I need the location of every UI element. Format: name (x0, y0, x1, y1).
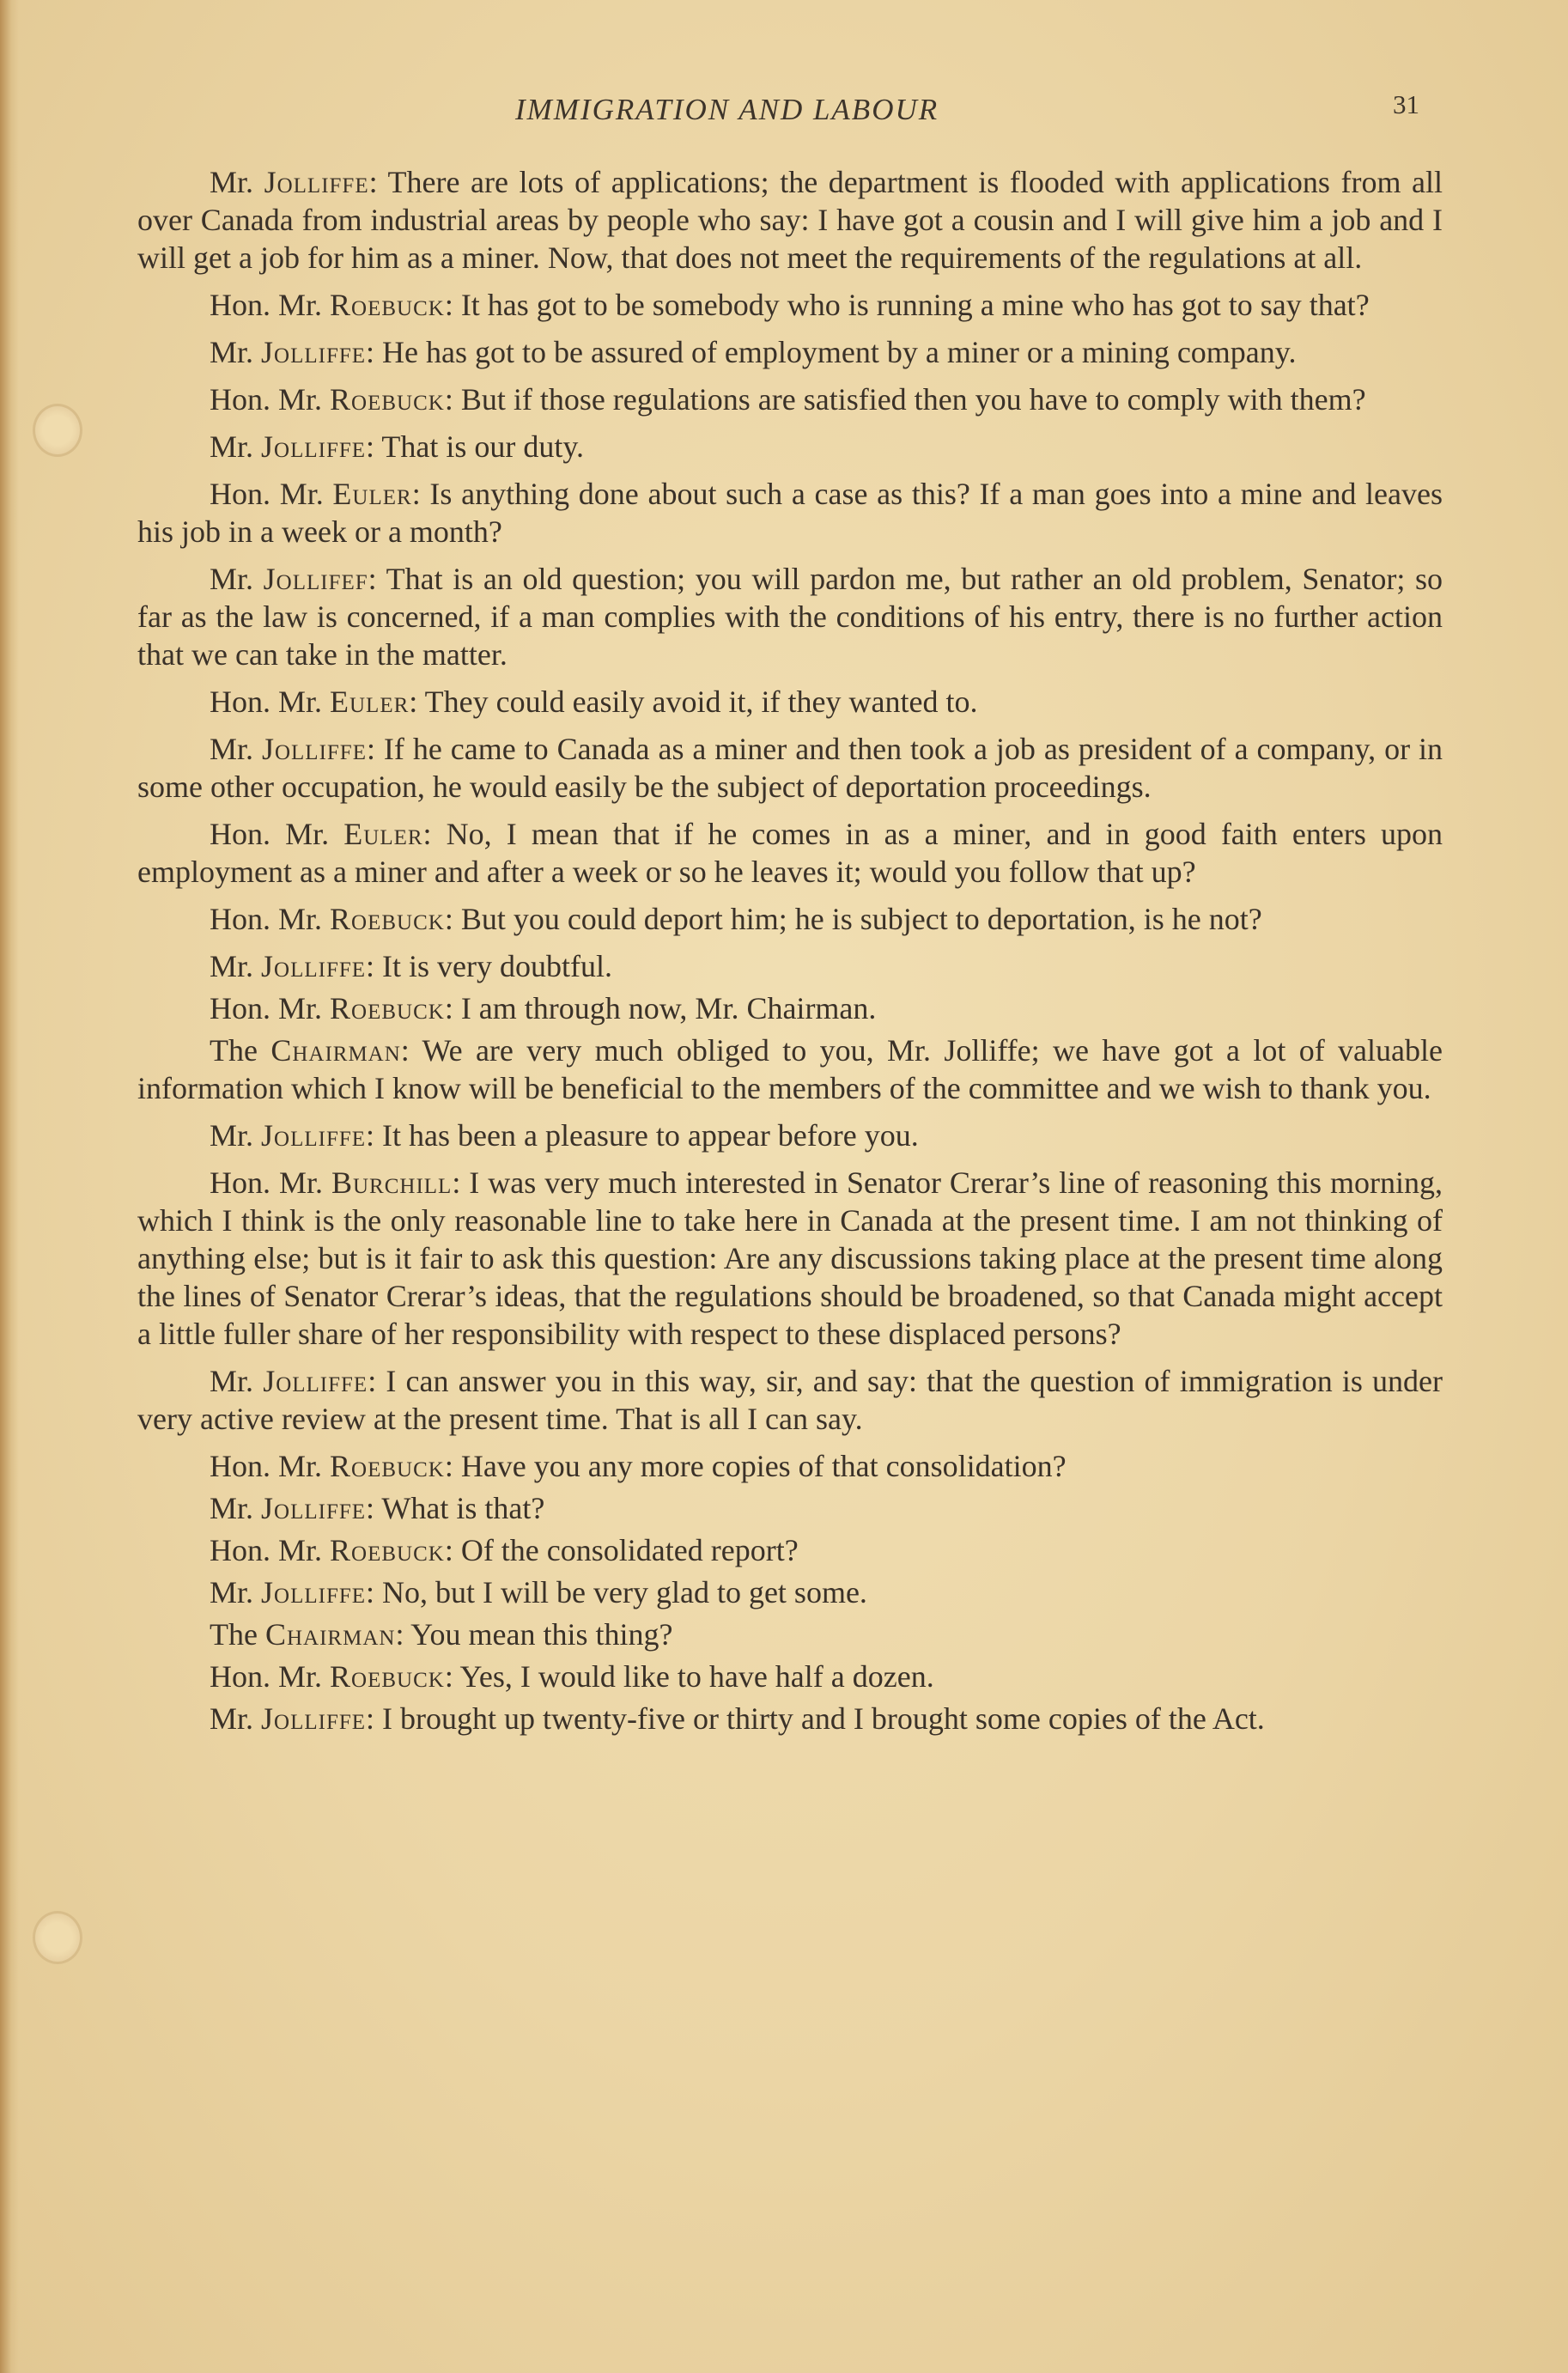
transcript-paragraph (137, 560, 1443, 673)
speaker-name: Chairman (264, 1617, 396, 1652)
paragraph-text: : He has got to be assured of employment by a miner or a mining company. (366, 335, 1297, 369)
paragraph-text: : Yes, I would like to have half a dozen. (444, 1659, 934, 1694)
paragraph-text: : I brought up twenty-five or thirty and I brought some copies of the Act. (366, 1701, 1265, 1736)
transcript-paragraph (137, 815, 1443, 891)
transcript-paragraph (137, 947, 1443, 985)
paragraph-text: : Is anything done about such a case as this? If a man goes into a mine and leaves his job in a week or a month? (137, 477, 1443, 549)
speaker-name: Roebuck (330, 1449, 445, 1483)
page-spine-edge (0, 0, 19, 2373)
speaker-name: Jolliffe (263, 1364, 368, 1398)
transcript-paragraph (137, 683, 1443, 721)
speaker-prefix: Mr. (210, 429, 254, 464)
paragraph-text: : I am through now, Mr. Chairman. (444, 991, 877, 1025)
speaker-name: Roebuck (330, 288, 445, 322)
speaker-prefix: Hon. Mr. (210, 1449, 323, 1483)
speaker-prefix: The (210, 1617, 258, 1652)
speaker-prefix: Mr. (210, 165, 254, 199)
speaker-prefix: Hon. Mr. (210, 382, 323, 417)
paragraph-text: : It has been a pleasure to appear before you. (366, 1118, 919, 1153)
speaker-name: Burchill (331, 1165, 453, 1200)
paragraph-text: : I was very much interested in Senator Crerar’s line of reasoning this morning, which I think is the only reasonable line to take here in Canada at the present time. I am not thinking of anything else; but is it fair to ask this question: Are any discussions taking place at the present time along the lines of Senator Crerar’s ideas, that the regulations should be broadened, so that Canada might accept a little fuller share of her responsibility with respect to these displaced persons? (137, 1165, 1443, 1351)
speaker-prefix: Mr. (210, 335, 254, 369)
transcript-paragraph (137, 475, 1443, 551)
speaker-name: Roebuck (330, 902, 445, 936)
speaker-prefix: Mr. (210, 1118, 254, 1153)
speaker-prefix: The (210, 1033, 258, 1068)
transcript-paragraph (137, 900, 1443, 938)
speaker-name: Euler (330, 685, 410, 719)
page-header (0, 89, 1568, 136)
speaker-name: Roebuck (330, 1659, 445, 1694)
transcript-paragraph (137, 1031, 1443, 1107)
transcript-paragraph (137, 1531, 1443, 1569)
speaker-prefix: Mr. (210, 1701, 254, 1736)
paragraph-text: : There are lots of applications; the department is flooded with applications from all over Canada from industrial areas by people who say: I have got a cousin and I will give him a job and I will get a job for him as a miner. Now, that does not meet the requirements of the regulations at all. (137, 165, 1443, 275)
paragraph-text: : Have you any more copies of that consolidation? (444, 1449, 1067, 1483)
paragraph-text: : But you could deport him; he is subject to deportation, is he not? (444, 902, 1262, 936)
speaker-name: Jolliffe (261, 1491, 367, 1525)
transcript-paragraph (137, 1489, 1443, 1527)
speaker-prefix: Hon. Mr. (210, 1165, 323, 1200)
paragraph-text: : What is that? (366, 1491, 545, 1525)
transcript-paragraph (137, 1447, 1443, 1485)
speaker-name: Jolliffe (261, 949, 367, 983)
paragraph-text: : That is an old question; you will pardon me, but rather an old problem, Senator; so far as the law is concerned, if a man complies with the conditions of his entry, there is no further action that we can take in the matter. (137, 562, 1443, 672)
speaker-name: Jolliffe (264, 165, 369, 199)
speaker-prefix: Hon. Mr. (210, 1659, 323, 1694)
transcript-paragraph (137, 1615, 1443, 1653)
speaker-name: Roebuck (330, 382, 445, 417)
speaker-name: Euler (332, 477, 412, 511)
punch-hole-lower (33, 1911, 82, 1964)
speaker-name: Euler (343, 817, 423, 851)
transcript-paragraph (137, 1117, 1443, 1154)
transcript-paragraph (137, 1362, 1443, 1438)
paragraph-text: : They could easily avoid it, if they wanted to. (409, 685, 978, 719)
speaker-name: Roebuck (330, 991, 445, 1025)
transcript-paragraph (137, 286, 1443, 324)
paragraph-text: : No, but I will be very glad to get some. (366, 1575, 867, 1609)
transcript-paragraph (137, 380, 1443, 418)
paragraph-text: : Of the consolidated report? (444, 1533, 799, 1567)
speaker-name: Chairman (270, 1033, 401, 1068)
speaker-prefix: Hon. Mr. (210, 1533, 323, 1567)
speaker-name: Jolliffe (261, 1118, 367, 1153)
speaker-prefix: Hon. Mr. (210, 902, 323, 936)
speaker-name: Jolliffe (261, 1575, 367, 1609)
transcript-paragraph (137, 1700, 1443, 1737)
paragraph-text: : It is very doubtful. (366, 949, 612, 983)
speaker-prefix: Hon. Mr. (210, 817, 330, 851)
paragraph-text: : You mean this thing? (395, 1617, 673, 1652)
speaker-prefix: Mr. (210, 562, 254, 596)
transcript-paragraph (137, 163, 1443, 277)
speaker-prefix: Mr. (210, 1364, 254, 1398)
paragraph-text: : But if those regulations are satisfied then you have to comply with them? (444, 382, 1366, 417)
speaker-name: Jolliffe (261, 1701, 367, 1736)
paragraph-text: : No, I mean that if he comes in as a miner, and in good faith enters upon employment as a miner and after a week or so he leaves it; would you follow that up? (137, 817, 1443, 889)
transcript-paragraph (137, 428, 1443, 465)
punch-hole-upper (33, 404, 82, 457)
paragraph-text: : That is our duty. (366, 429, 585, 464)
speaker-name: Roebuck (330, 1533, 445, 1567)
page-number: 31 (1393, 89, 1419, 119)
speaker-prefix: Hon. Mr. (210, 685, 323, 719)
paragraph-text: : I can answer you in this way, sir, and say: that the question of immigration is under very active review at the present time. That is all I can say. (137, 1364, 1443, 1436)
speaker-name: Jolliffe (261, 732, 367, 766)
speaker-prefix: Hon. Mr. (210, 991, 323, 1025)
transcript-paragraph (137, 989, 1443, 1027)
speaker-name: Jolliffe (261, 429, 367, 464)
speaker-prefix: Hon. Mr. (210, 477, 324, 511)
speaker-name: Jollifef (263, 562, 368, 596)
transcript-paragraph (137, 1573, 1443, 1611)
transcript-paragraph (137, 1658, 1443, 1695)
transcript-paragraph (137, 1164, 1443, 1353)
speaker-prefix: Mr. (210, 949, 254, 983)
speaker-prefix: Hon. Mr. (210, 288, 323, 322)
paragraph-text: : If he came to Canada as a miner and then took a job as president of a company, or in some other occupation, he would easily be the subject of deportation proceedings. (137, 732, 1443, 804)
transcript-body (137, 163, 1443, 1747)
paragraph-text: : It has got to be somebody who is running a mine who has got to say that? (444, 288, 1370, 322)
speaker-prefix: Mr. (210, 1491, 254, 1525)
paragraph-text: : We are very much obliged to you, Mr. Jolliffe; we have got a lot of valuable information which I know will be beneficial to the members of the committee and we wish to thank you. (137, 1033, 1443, 1105)
transcript-paragraph (137, 333, 1443, 371)
speaker-prefix: Mr. (210, 1575, 254, 1609)
speaker-prefix: Mr. (210, 732, 254, 766)
speaker-name: Jolliffe (261, 335, 367, 369)
transcript-paragraph (137, 730, 1443, 806)
running-head: IMMIGRATION AND LABOUR (515, 93, 939, 126)
